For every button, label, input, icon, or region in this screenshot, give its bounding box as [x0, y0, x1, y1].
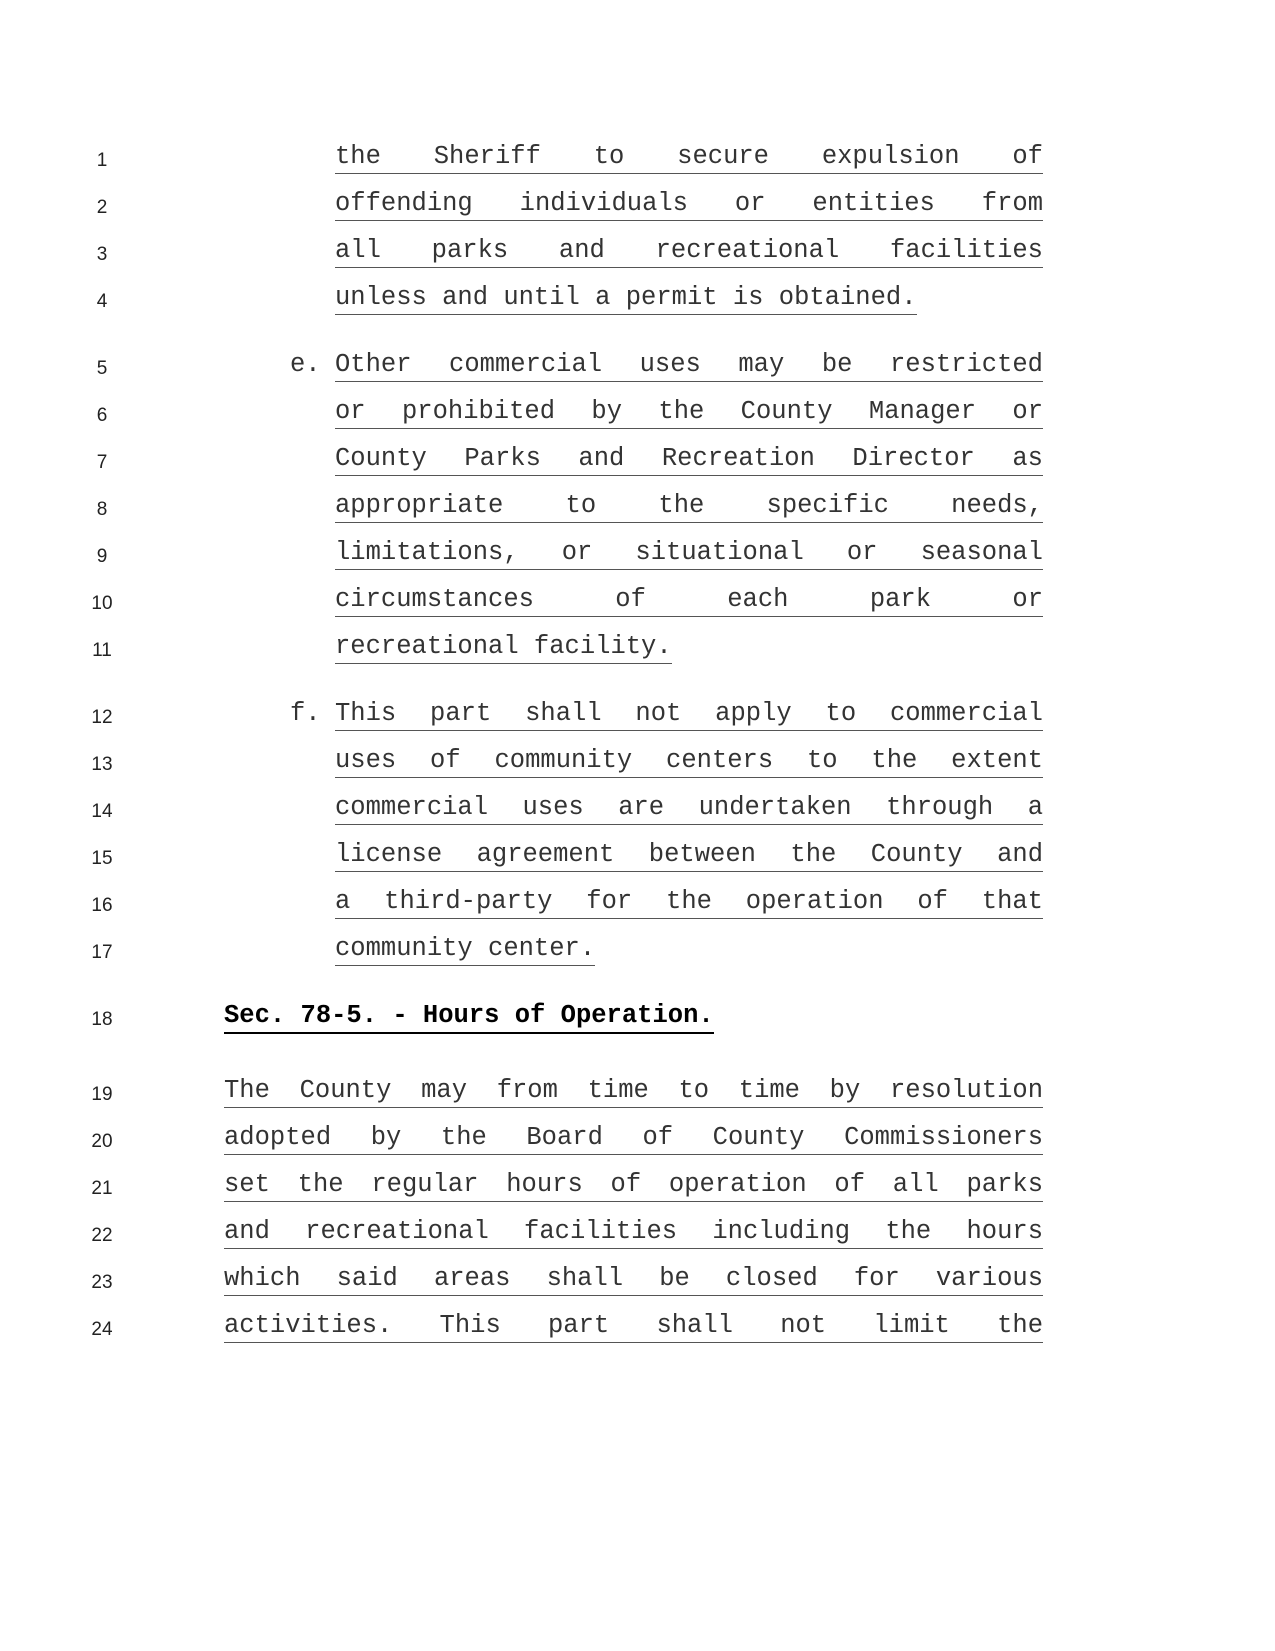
line-number: 2 — [96, 197, 108, 218]
line-number: 4 — [96, 291, 108, 312]
text-line: a third-party for the operation of that — [335, 887, 1043, 919]
list-marker-e: e. — [290, 350, 321, 379]
section-heading: Sec. 78-5. - Hours of Operation. — [224, 1001, 714, 1034]
line-number: 9 — [96, 546, 108, 567]
line-number: 11 — [92, 640, 112, 661]
text-line: recreational facility. — [335, 632, 672, 664]
text-line: appropriate to the specific needs, — [335, 491, 1043, 523]
line-number: 19 — [91, 1084, 113, 1105]
text-line: which said areas shall be closed for various — [224, 1264, 1043, 1296]
text-line: County Parks and Recreation Director as — [335, 444, 1043, 476]
text-line: unless and until a permit is obtained. — [335, 283, 917, 315]
line-number: 17 — [91, 942, 113, 963]
text-line: or prohibited by the County Manager or — [335, 397, 1043, 429]
text-line: the Sheriff to secure expulsion of — [335, 142, 1043, 174]
line-number: 7 — [96, 452, 108, 473]
line-number: 23 — [91, 1272, 113, 1293]
text-line: This part shall not apply to commercial — [335, 699, 1043, 731]
text-line: and recreational facilities including the hours — [224, 1217, 1043, 1249]
text-line: all parks and recreational facilities — [335, 236, 1043, 268]
text-line: license agreement between the County and — [335, 840, 1043, 872]
text-line: commercial uses are undertaken through a — [335, 793, 1043, 825]
line-number: 21 — [91, 1178, 113, 1199]
text-line: community center. — [335, 934, 595, 966]
text-line: The County may from time to time by resolution — [224, 1076, 1043, 1108]
text-line: set the regular hours of operation of all parks — [224, 1170, 1043, 1202]
line-number: 12 — [91, 707, 113, 728]
text-line: Other commercial uses may be restricted — [335, 350, 1043, 382]
text-line: offending individuals or entities from — [335, 189, 1043, 221]
text-line: circumstances of each park or — [335, 585, 1043, 617]
line-number: 10 — [91, 593, 113, 614]
text-line: uses of community centers to the extent — [335, 746, 1043, 778]
text-line: adopted by the Board of County Commissioners — [224, 1123, 1043, 1155]
line-number: 14 — [91, 801, 113, 822]
line-number: 16 — [91, 895, 113, 916]
line-number: 6 — [96, 405, 108, 426]
line-number: 24 — [91, 1319, 113, 1340]
text-line: limitations, or situational or seasonal — [335, 538, 1043, 570]
line-number: 8 — [96, 499, 108, 520]
list-marker-f: f. — [290, 699, 321, 728]
line-number: 20 — [91, 1131, 113, 1152]
line-number: 22 — [91, 1225, 113, 1246]
line-number: 13 — [91, 754, 113, 775]
line-number: 15 — [91, 848, 113, 869]
line-number: 18 — [91, 1009, 113, 1030]
line-number: 1 — [96, 150, 108, 171]
text-line: activities. This part shall not limit the — [224, 1311, 1043, 1343]
line-number: 5 — [96, 358, 108, 379]
line-number: 3 — [96, 244, 108, 265]
